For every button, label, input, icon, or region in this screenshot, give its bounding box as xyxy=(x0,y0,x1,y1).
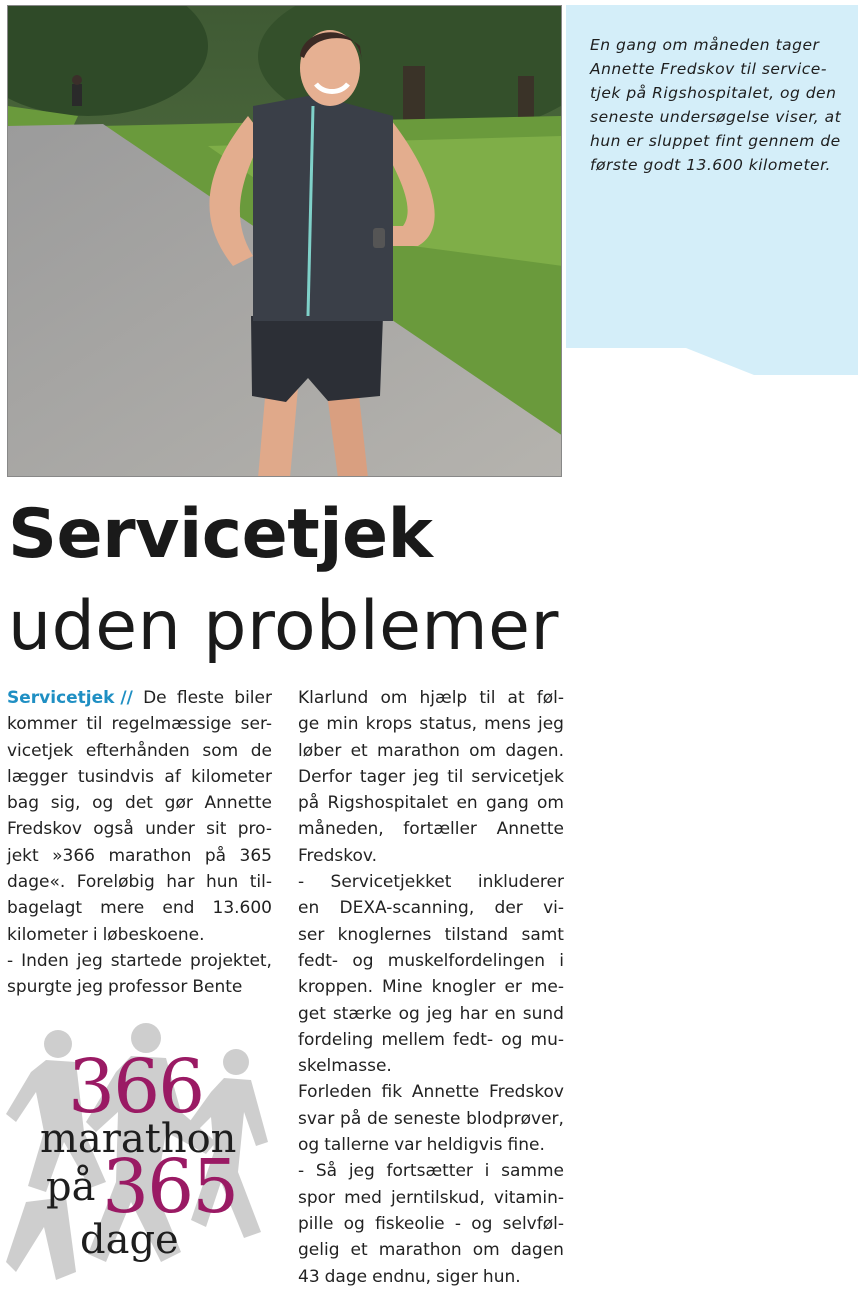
article-line: - Inden jeg startede projektet, xyxy=(7,950,272,971)
photo-caption-box xyxy=(566,5,858,375)
article-line: fedt- og muskelfordelingen i xyxy=(298,950,564,971)
article-line: ge min krops status, mens jeg xyxy=(298,714,564,735)
caption-line: hun er sluppet fint gennem de xyxy=(590,132,841,150)
logo-word-dage: dage xyxy=(80,1217,179,1263)
article-line: dage«. Foreløbig har hun til- xyxy=(7,872,272,893)
article-line: og tallerne var heldigvis fine. xyxy=(298,1135,545,1156)
logo-word-paa: på xyxy=(46,1164,96,1210)
article-line: Derfor tager jeg til servicetjek xyxy=(298,766,564,787)
caption-line: En gang om måneden tager xyxy=(590,36,820,54)
headline-main: Servicetjek xyxy=(8,495,433,574)
article-line: get stærke og jeg har en sund xyxy=(298,1003,564,1024)
caption-line: Annette Fredskov til service- xyxy=(590,60,827,78)
article-line: en DEXA-scanning, der vi- xyxy=(298,898,564,919)
article-column-1 xyxy=(7,685,272,1001)
article-line: jekt »366 marathon på 365 xyxy=(7,845,272,866)
headline-sub: uden problemer xyxy=(8,587,559,666)
article-line: pille og fiskeolie - og selvføl- xyxy=(298,1213,564,1234)
article-line: svar på de seneste blodprøver, xyxy=(298,1108,564,1129)
article-line: vicetjek efterhånden som de xyxy=(7,740,272,761)
caption-line: seneste undersøgelse viser, at xyxy=(590,108,842,126)
logo-word-marathon: marathon xyxy=(40,1116,237,1162)
article-line: måneden, fortæller Annette xyxy=(298,819,564,840)
article-line: 43 dage endnu, siger hun. xyxy=(298,1266,521,1287)
article-line: bag sig, og det gør Annette xyxy=(7,793,272,814)
article-kicker: Servicetjek // xyxy=(7,688,133,708)
article-line: Klarlund om hjælp til at føl- xyxy=(298,688,564,708)
article-line: skelmasse. xyxy=(298,1056,392,1077)
article-line: bagelagt mere end 13.600 xyxy=(7,898,272,919)
photo-caption xyxy=(590,33,852,177)
caption-line: første godt 13.600 kilometer. xyxy=(590,156,831,174)
article-line: Servicetjek // De fleste biler xyxy=(7,685,272,711)
logo-number-365: 365 xyxy=(102,1144,238,1230)
article-line: kilometer i løbeskoene. xyxy=(7,924,205,945)
article-line: Forleden fik Annette Fredskov xyxy=(298,1082,564,1103)
article-line: Fredskov også under sit pro- xyxy=(7,819,272,840)
marathon-logo xyxy=(6,1022,274,1290)
article-line: fordeling mellem fedt- og mu- xyxy=(298,1029,564,1050)
article-line: spor med jerntilskud, vitamin- xyxy=(298,1187,564,1208)
caption-line: tjek på Rigshospitalet, og den xyxy=(590,84,837,102)
running-woman-photo xyxy=(7,5,562,477)
logo-number-366: 366 xyxy=(68,1044,204,1130)
article-line: på Rigshospitalet en gang om xyxy=(298,793,564,814)
article-line: kommer til regelmæssige ser- xyxy=(7,714,272,735)
article-line: - Så jeg fortsætter i samme xyxy=(298,1161,564,1182)
article-line: kroppen. Mine knogler er me- xyxy=(298,977,564,998)
article-line: - Servicetjekket inkluderer xyxy=(298,872,564,893)
logo-text xyxy=(6,1022,274,1290)
article-line: gelig et marathon om dagen xyxy=(298,1240,564,1261)
article-line: spurgte jeg professor Bente xyxy=(7,977,243,998)
article-line: løber et marathon om dagen. xyxy=(298,740,564,761)
article-line: lægger tusindvis af kilometer xyxy=(7,766,272,787)
article-line: Fredskov. xyxy=(298,845,378,866)
article-line: ser knoglernes tilstand samt xyxy=(298,924,564,945)
article-column-2 xyxy=(298,685,564,1290)
photo-illustration xyxy=(8,6,562,477)
